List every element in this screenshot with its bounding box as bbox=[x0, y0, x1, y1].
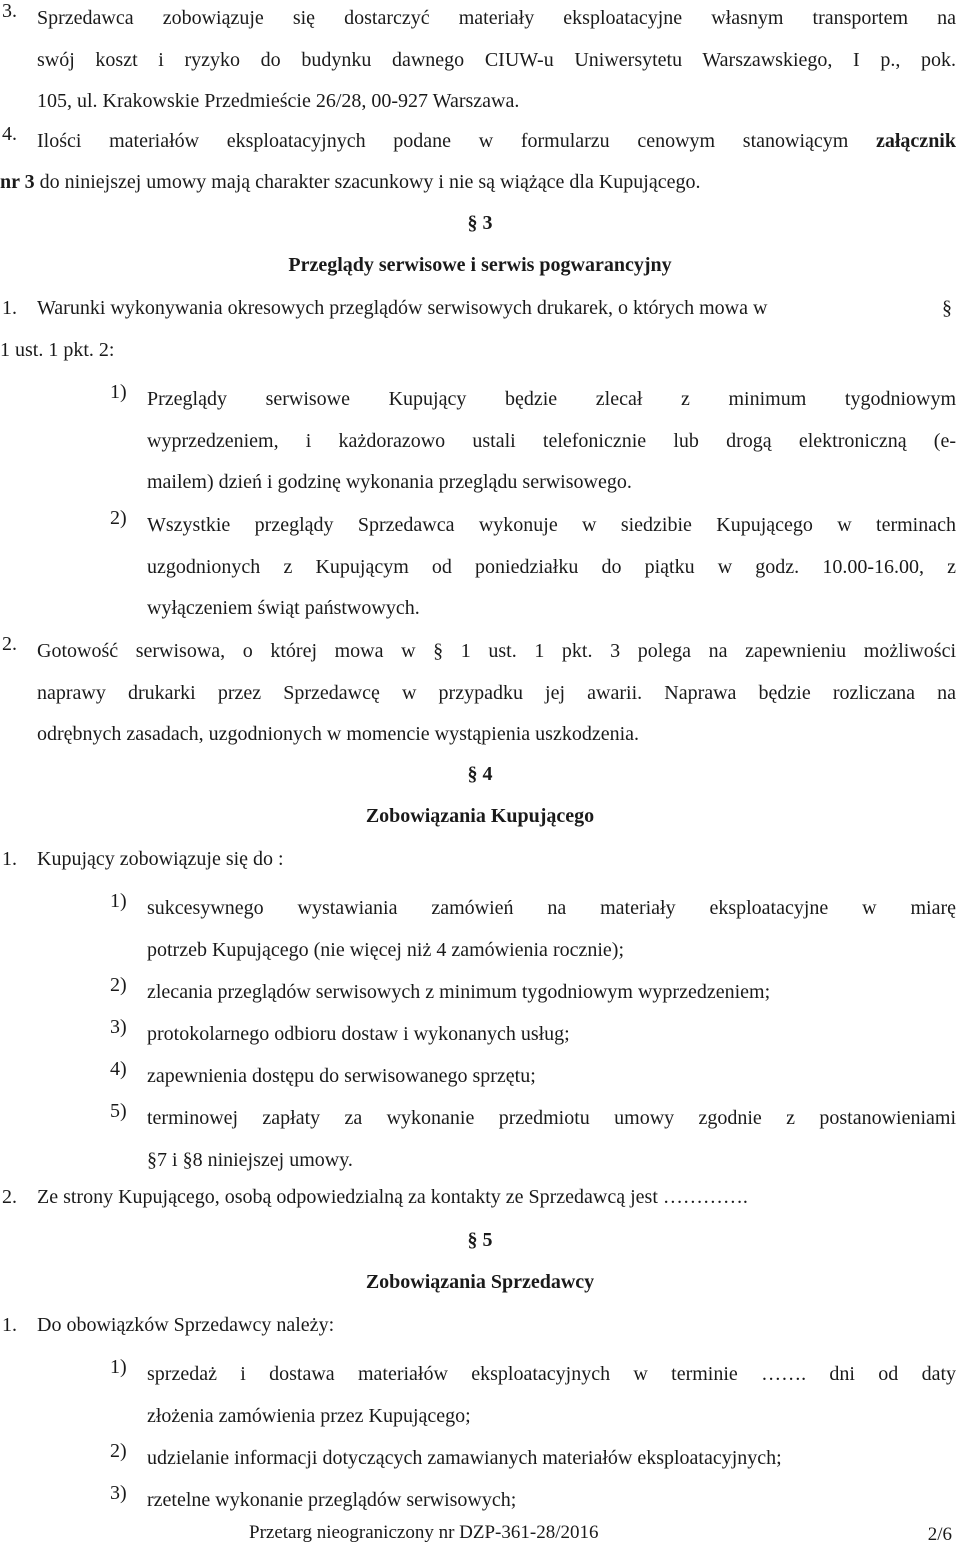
paragraph-3 bbox=[37, 0, 956, 123]
paragraph-number: 3. bbox=[2, 0, 17, 22]
section-sign: § bbox=[467, 212, 478, 234]
paragraph-line: swój koszt i ryzyko do budynku dawnego CIUW-u Uniwersytetu Warszawskiego, I p., pok. bbox=[37, 48, 956, 71]
paragraph-line: Kupujący zobowiązuje się do : bbox=[37, 848, 284, 870]
section-5-title: Zobowiązania Sprzedawcy bbox=[365, 1271, 595, 1293]
list-item: sprzedaż i dostawa materiałów eksploatacyjnych w terminie ……. dni od daty złożenia zamówienia przez Kupującego; bbox=[147, 1363, 956, 1427]
paragraph-line: Sprzedawca zobowiązuje się dostarczyć materiały eksploatacyjne własnym transportem na bbox=[37, 7, 956, 29]
section-4-number: § 4 bbox=[467, 763, 493, 785]
section-sign: § bbox=[433, 640, 444, 662]
list-number: 3) bbox=[110, 1016, 127, 1038]
section-sign: § bbox=[942, 297, 952, 319]
paragraph-number: 1. bbox=[2, 297, 17, 319]
list-number: 3) bbox=[110, 1482, 127, 1504]
attachment-reference: załącznik bbox=[876, 130, 956, 152]
list-item: Przeglądy serwisowe Kupujący będzie zlecał z minimum tygodniowym wyprzedzeniem, i każdorazowo ustali telefonicznie lub drogą elektroniczną (e- mailem) dzień i godzinę wykonania przeglądu serwisowego. bbox=[147, 388, 956, 493]
paragraph: Gotowość serwisowa, o której mowa w § 1 ust. 1 pkt. 3 polega na zapewnieniu możliwości naprawy drukarki przez Sprzedawcę w przypadku jej awarii. Naprawa będzie rozliczana na odrębnych zasadach, uzgodnionych w momencie wystąpienia uszkodzenia. bbox=[37, 640, 956, 745]
section-sign: § bbox=[467, 763, 478, 785]
page-number: 2/6 bbox=[927, 1524, 952, 1545]
list-item: sukcesywnego wystawiania zamówień na materiały eksploatacyjne w miarę potrzeb Kupującego (nie więcej niż 4 zamówienia rocznie); bbox=[147, 897, 956, 961]
list-item: Wszystkie przeglądy Sprzedawca wykonuje w siedzibie Kupującego w terminach uzgodnionych z Kupującym od poniedziałku do piątku w godz. 10.00-16.00, z wyłączeniem świąt państwowych. bbox=[147, 514, 956, 619]
list-item: udzielanie informacji dotyczących zamawianych materiałów eksploatacyjnych; bbox=[147, 1447, 782, 1469]
section-3-title: Przeglądy serwisowe i serwis pogwarancyjny bbox=[288, 254, 672, 276]
list-item: zapewnienia dostępu do serwisowanego sprzętu; bbox=[147, 1065, 536, 1087]
list-number: 2) bbox=[110, 974, 127, 996]
paragraph-number: 4. bbox=[2, 123, 17, 145]
list-number: 4) bbox=[110, 1058, 127, 1080]
section-sign: § bbox=[147, 1148, 157, 1171]
paragraph-line: Ze strony Kupującego, osobą odpowiedzialną za kontakty ze Sprzedawcą jest …………. bbox=[37, 1186, 748, 1208]
list-item: terminowej zapłaty za wykonanie przedmiotu umowy zgodnie z postanowieniami §7 i §8 niniejszej umowy. bbox=[147, 1107, 956, 1171]
list-number: 1) bbox=[110, 890, 127, 912]
paragraph-line: Warunki wykonywania okresowych przeglądów serwisowych drukarek, o których mowa w bbox=[37, 297, 768, 319]
list-item: rzetelne wykonanie przeglądów serwisowych; bbox=[147, 1489, 517, 1511]
paragraph-4 bbox=[37, 121, 956, 163]
paragraph-number: 2. bbox=[2, 1186, 17, 1208]
paragraph-number: 1. bbox=[2, 848, 17, 870]
paragraph-4-continuation: nr 3 do niniejszej umowy mają charakter szacunkowy i nie są wiążące dla Kupującego. bbox=[0, 171, 701, 193]
section-4-title: Zobowiązania Kupującego bbox=[365, 805, 595, 827]
section-5-number: § 5 bbox=[467, 1229, 493, 1251]
attachment-number: nr 3 bbox=[0, 171, 35, 193]
section-3-number: § 3 bbox=[467, 212, 493, 234]
section-sign: § bbox=[467, 1229, 478, 1251]
list-number: 2) bbox=[110, 507, 127, 529]
paragraph-line: Do obowiązków Sprzedawcy należy: bbox=[37, 1314, 335, 1336]
paragraph-number: 1. bbox=[2, 1314, 17, 1336]
list-number: 2) bbox=[110, 1440, 127, 1462]
paragraph-line: Ilości materiałów eksploatacyjnych podane w formularzu cenowym stanowiącym załącznik bbox=[37, 130, 956, 152]
list-item: zlecania przeglądów serwisowych z minimum tygodniowym wyprzedzeniem; bbox=[147, 981, 771, 1003]
paragraph-line: 105, ul. Krakowskie Przedmieście 26/28, 00-927 Warszawa. bbox=[37, 90, 520, 112]
list-number: 1) bbox=[110, 381, 127, 403]
paragraph-line: 1 ust. 1 pkt. 2: bbox=[0, 339, 115, 361]
list-item: protokolarnego odbioru dostaw i wykonanych usług; bbox=[147, 1023, 570, 1045]
list-number: 1) bbox=[110, 1356, 127, 1378]
paragraph-number: 2. bbox=[2, 633, 17, 655]
section-sign: § bbox=[182, 1148, 193, 1171]
list-number: 5) bbox=[110, 1100, 127, 1122]
page-footer: Przetarg nieograniczony nr DZP-361-28/2016 bbox=[249, 1522, 599, 1543]
